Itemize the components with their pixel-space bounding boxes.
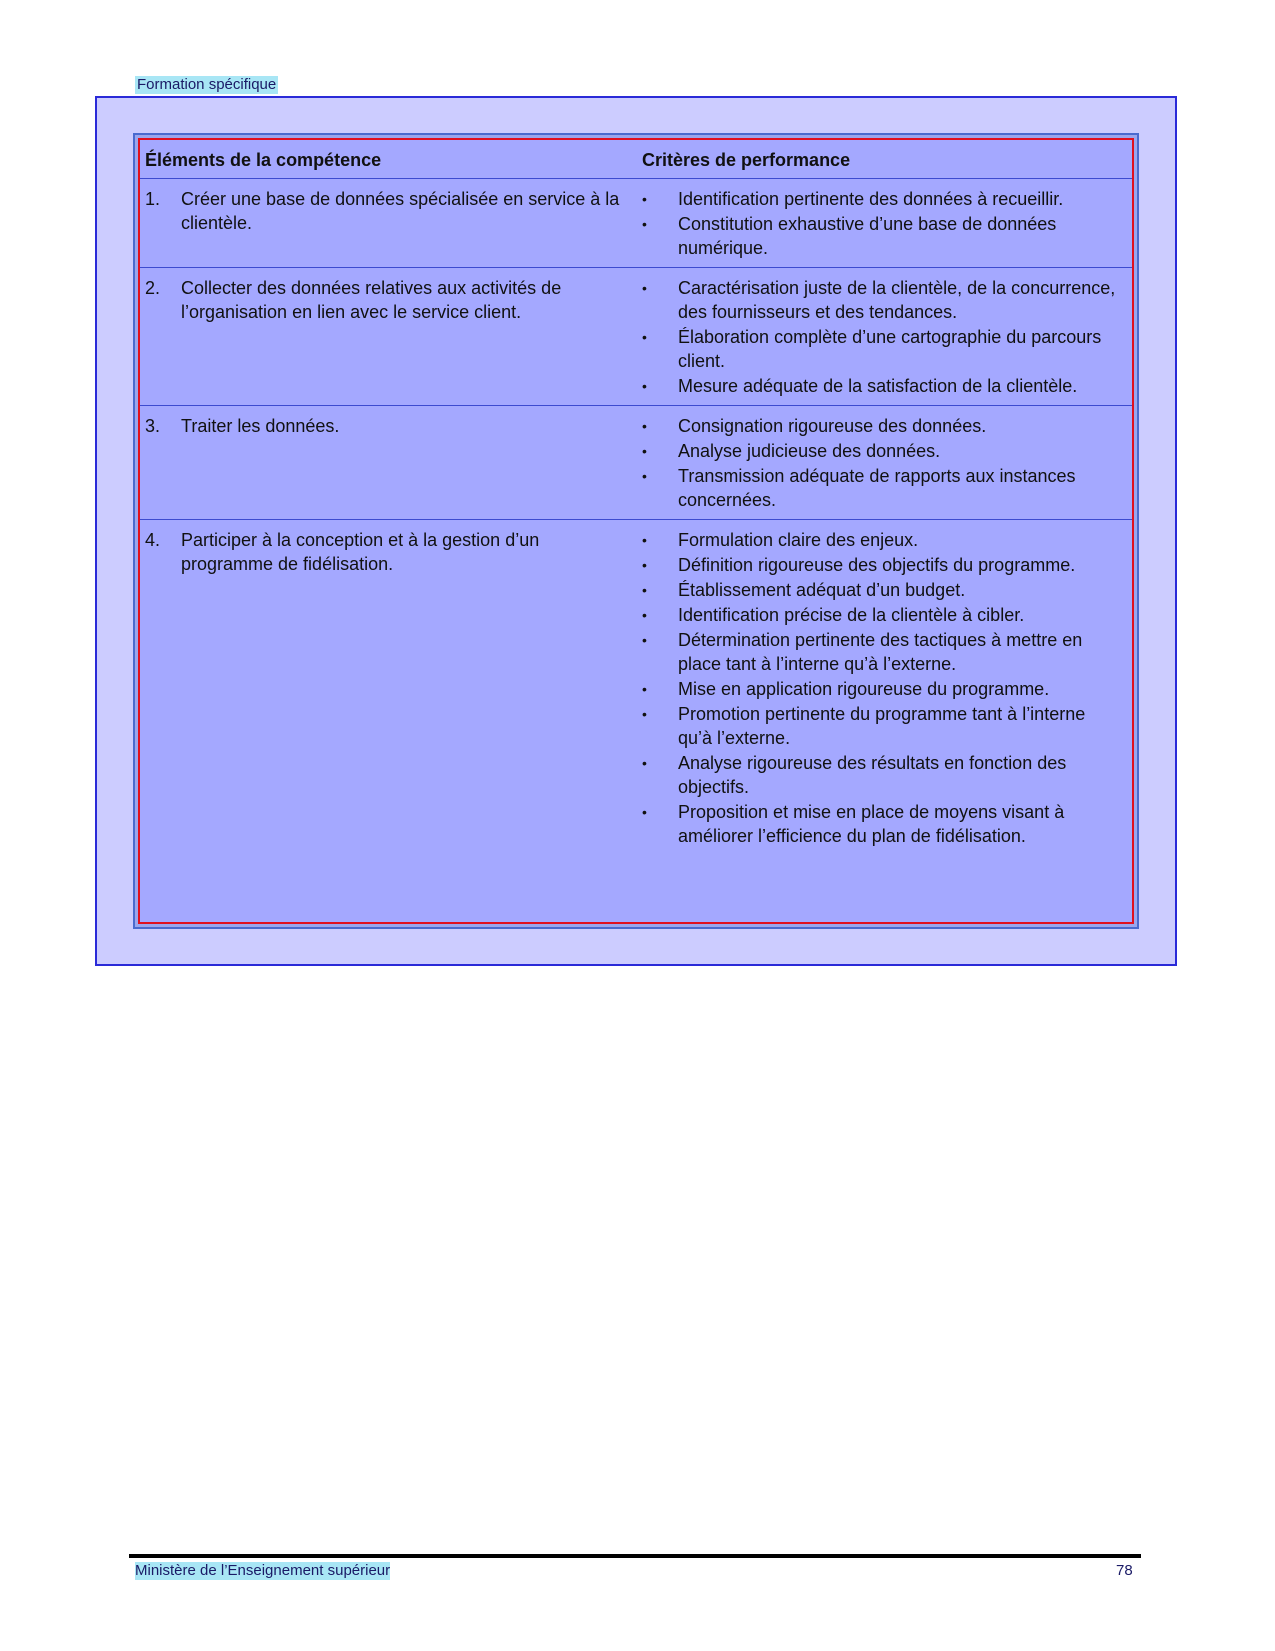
criterion-text: Mise en application rigoureuse du programme. [678, 679, 1050, 699]
competence-table-border [138, 138, 1134, 924]
list-item [642, 187, 1124, 211]
criterion-text: Analyse judicieuse des données. [678, 441, 941, 461]
list-item [642, 325, 1124, 373]
criteria-list [642, 528, 1124, 848]
bullet-icon: • [642, 329, 647, 345]
table-row [140, 179, 1132, 268]
criteria-list [642, 276, 1124, 398]
criterion-text: Consignation rigoureuse des données. [678, 416, 987, 436]
list-item [642, 751, 1124, 799]
table-row [140, 520, 1132, 856]
table-body [140, 179, 1132, 856]
list-item [642, 528, 1124, 552]
bullet-icon: • [642, 418, 647, 434]
criterion-text: Analyse rigoureuse des résultats en fonction des objectifs. [678, 753, 1067, 797]
bullet-icon: • [642, 378, 647, 394]
list-item [642, 439, 1124, 463]
bullet-icon: • [642, 468, 647, 484]
list-item [642, 702, 1124, 750]
criterion-text: Constitution exhaustive d’une base de données numérique. [678, 214, 1057, 258]
bullet-icon: • [642, 532, 647, 548]
column-header-elements: Éléments de la compétence [145, 150, 382, 170]
criterion-text: Établissement adéquat d’un budget. [678, 580, 966, 600]
page-number: 78 [1116, 1562, 1133, 1579]
competence-element [145, 187, 642, 235]
bullet-icon: • [642, 216, 647, 232]
list-item [642, 464, 1124, 512]
performance-criteria-cell [642, 520, 1132, 856]
list-item [642, 553, 1124, 577]
element-number: 1. [145, 189, 161, 209]
element-number: 3. [145, 416, 161, 436]
table-header-row [140, 140, 1132, 179]
list-item [642, 414, 1124, 438]
list-item [642, 677, 1124, 701]
element-text: Collecter des données relatives aux activités de l’organisation en lien avec le service client. [181, 278, 562, 322]
criterion-text: Mesure adéquate de la satisfaction de la clientèle. [678, 376, 1078, 396]
list-item [642, 603, 1124, 627]
column-header-criteria: Critères de performance [642, 150, 851, 170]
bullet-icon: • [642, 706, 647, 722]
list-item [642, 628, 1124, 676]
competence-element [145, 528, 642, 576]
element-text: Traiter les données. [181, 416, 340, 436]
bullet-icon: • [642, 607, 647, 623]
criterion-text: Formulation claire des enjeux. [678, 530, 919, 550]
list-item [642, 578, 1124, 602]
competence-table [140, 140, 1132, 855]
bullet-icon: • [642, 755, 647, 771]
bullet-icon: • [642, 191, 647, 207]
list-item [642, 800, 1124, 848]
criteria-list [642, 414, 1124, 512]
element-number: 2. [145, 278, 161, 298]
list-item [642, 374, 1124, 398]
table-row [140, 268, 1132, 406]
competence-element [145, 414, 642, 438]
list-item [642, 212, 1124, 260]
bullet-icon: • [642, 443, 647, 459]
list-item [642, 276, 1124, 324]
criteria-list [642, 187, 1124, 260]
running-header: Formation spécifique [137, 76, 277, 93]
bullet-icon: • [642, 632, 647, 648]
criterion-text: Transmission adéquate de rapports aux instances concernées. [678, 466, 1076, 510]
competence-table-wrapper [133, 133, 1139, 929]
criterion-text: Caractérisation juste de la clientèle, de la concurrence, des fournisseurs et des tendances. [678, 278, 1116, 322]
criterion-text: Détermination pertinente des tactiques à mettre en place tant à l’interne qu’à l’externe. [678, 630, 1083, 674]
element-text: Créer une base de données spécialisée en service à la clientèle. [181, 189, 620, 233]
criterion-text: Identification précise de la clientèle à cibler. [678, 605, 1025, 625]
competence-element [145, 276, 642, 324]
criterion-text: Définition rigoureuse des objectifs du programme. [678, 555, 1076, 575]
competence-element-cell [140, 406, 642, 520]
competence-element-cell [140, 268, 642, 406]
criterion-text: Promotion pertinente du programme tant à l’interne qu’à l’externe. [678, 704, 1086, 748]
bullet-icon: • [642, 681, 647, 697]
criterion-text: Identification pertinente des données à recueillir. [678, 189, 1064, 209]
bullet-icon: • [642, 280, 647, 296]
element-number: 4. [145, 530, 161, 550]
competence-element-cell [140, 520, 642, 856]
competence-element-cell [140, 179, 642, 268]
criterion-text: Proposition et mise en place de moyens visant à améliorer l’efficience du plan de fidélisation. [678, 802, 1065, 846]
performance-criteria-cell [642, 268, 1132, 406]
performance-criteria-cell [642, 406, 1132, 520]
bullet-icon: • [642, 557, 647, 573]
element-text: Participer à la conception et à la gestion d’un programme de fidélisation. [181, 530, 540, 574]
footer-ministry: Ministère de l’Enseignement supérieur [135, 1562, 391, 1579]
performance-criteria-cell [642, 179, 1132, 268]
bullet-icon: • [642, 582, 647, 598]
footer-rule [129, 1554, 1141, 1558]
bullet-icon: • [642, 804, 647, 820]
table-row [140, 406, 1132, 520]
criterion-text: Élaboration complète d’une cartographie du parcours client. [678, 327, 1102, 371]
